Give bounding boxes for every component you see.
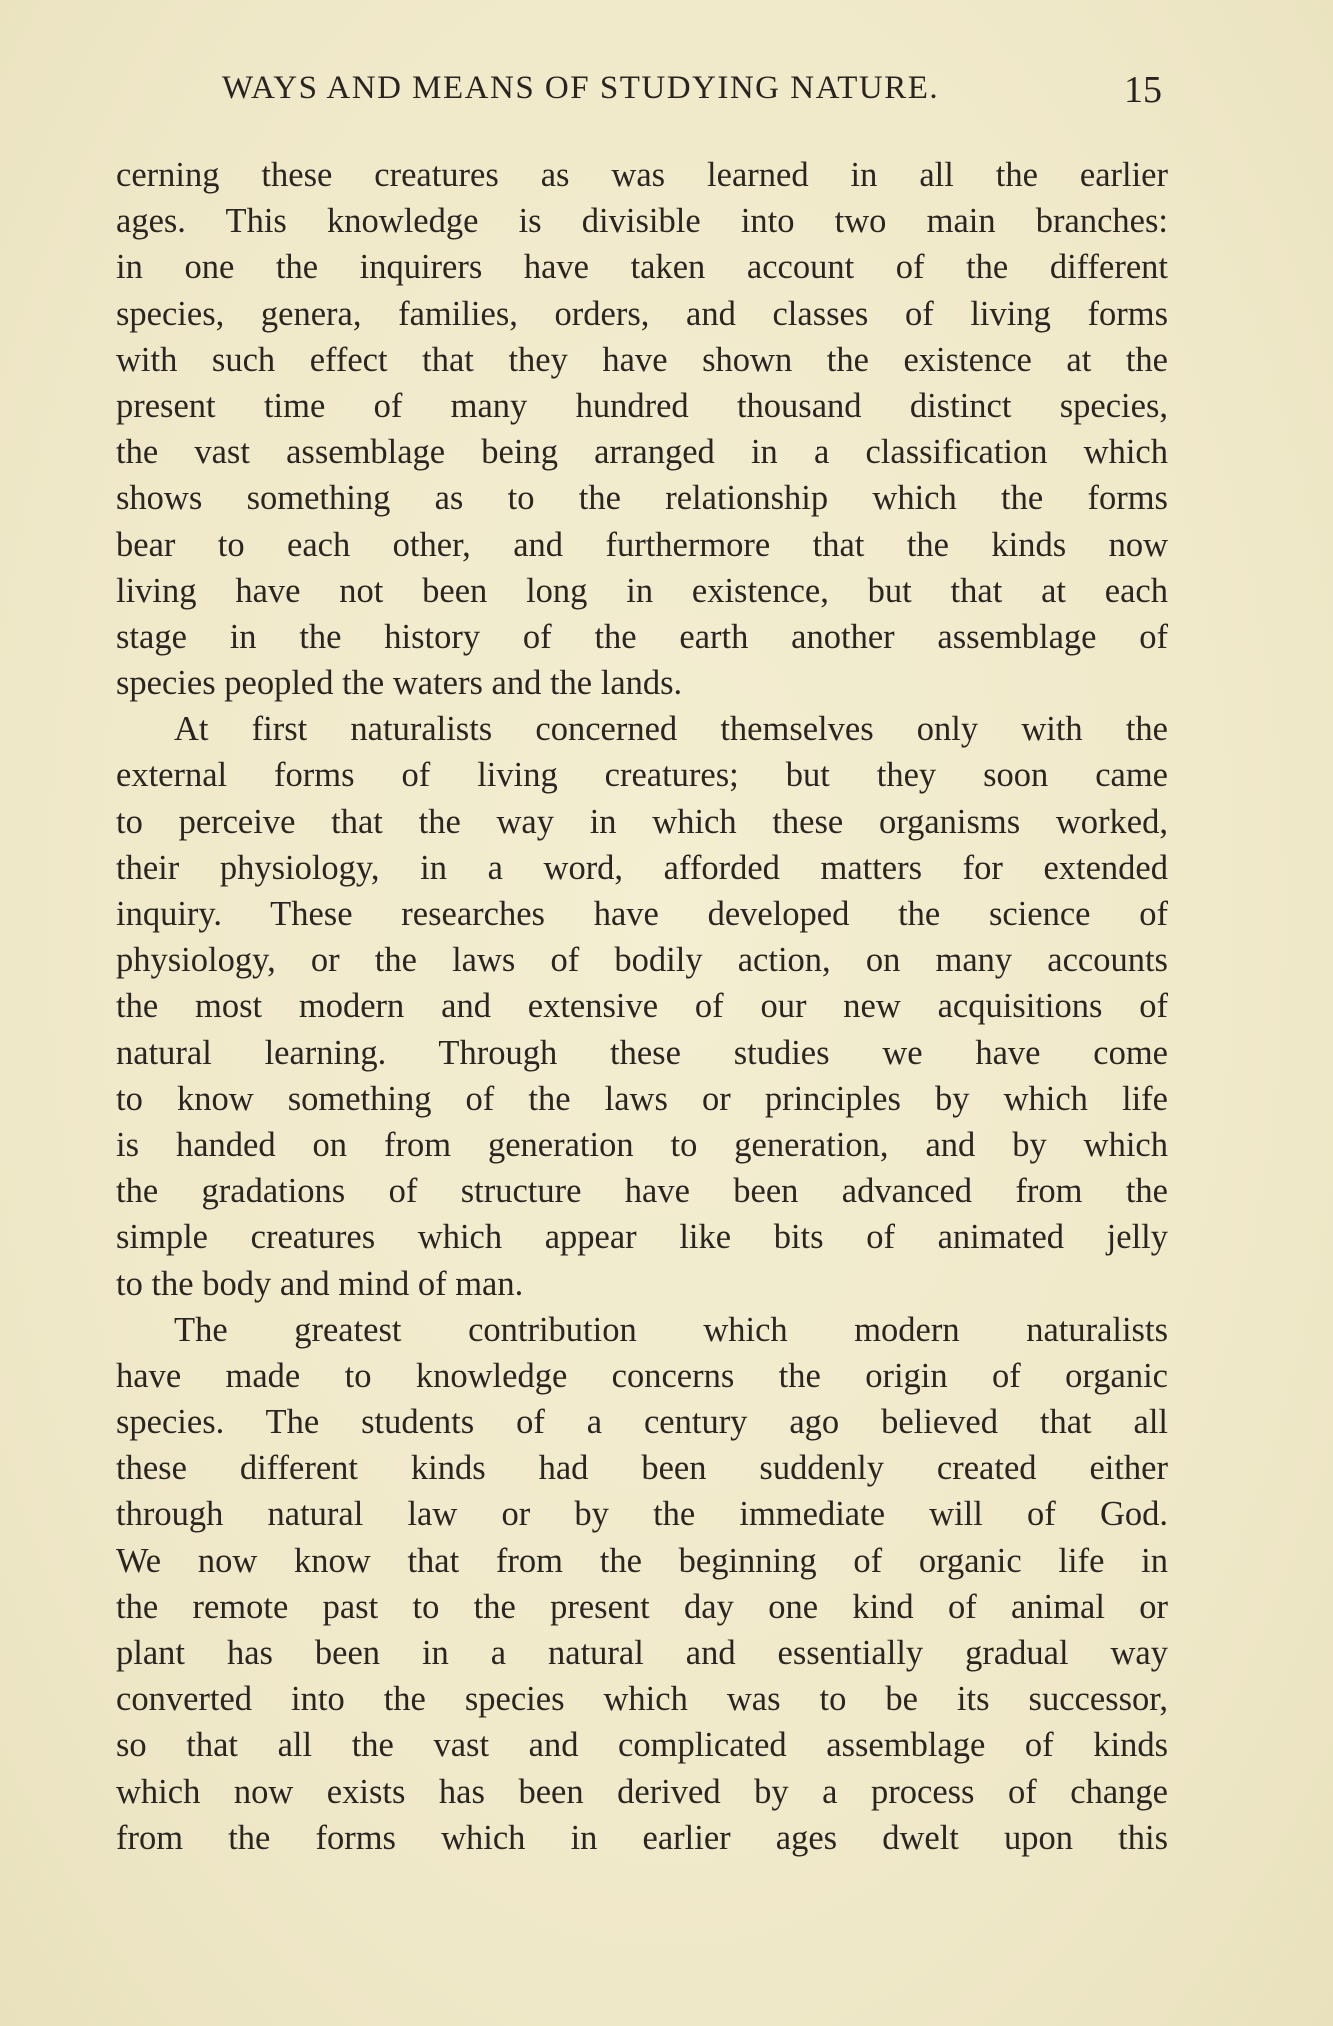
text-line: the vast assemblage being arranged in a classification which <box>116 433 1168 472</box>
text-line: natural learning. Through these studies we have come <box>116 1033 1168 1072</box>
text-line: inquiry. These researches have developed the science of <box>116 895 1168 933</box>
text-line: through natural law or by the immediate will of God. <box>116 1495 1168 1534</box>
text-line: have made to knowledge concerns the origin of organic <box>116 1356 1168 1395</box>
text-line: external forms of living creatures; but they soon came <box>116 756 1168 795</box>
text-line: the most modern and extensive of our new acquisitions of <box>116 987 1168 1026</box>
text-line: in one the inquirers have taken account of the different <box>116 248 1168 287</box>
text-line: the gradations of structure have been advanced from the <box>116 1172 1168 1211</box>
text-line: shows something as to the relationship which the forms <box>116 479 1168 518</box>
text-line: to perceive that the way in which these organisms worked, <box>116 802 1168 841</box>
text-line: species. The students of a century ago believed that all <box>116 1403 1168 1442</box>
text-line: cerning these creatures as was learned in all the earlier <box>116 156 1168 194</box>
text-line: from the forms which in earlier ages dwelt upon this <box>116 1818 1168 1857</box>
text-line: plant has been in a natural and essentially gradual way <box>116 1634 1168 1672</box>
text-line: is handed on from generation to generation, and by which <box>116 1125 1168 1164</box>
text-line: We now know that from the beginning of organic life in <box>116 1541 1168 1580</box>
text-line: species, genera, families, orders, and classes of living forms <box>116 294 1168 333</box>
text-line: stage in the history of the earth another assemblage of <box>116 617 1168 656</box>
running-head: WAYS AND MEANS OF STUDYING NATURE. <box>222 70 940 106</box>
text-line: which now exists has been derived by a process of change <box>116 1772 1168 1811</box>
text-line: converted into the species which was to be its successor, <box>116 1680 1168 1719</box>
page-number: 15 <box>1124 69 1162 111</box>
paragraph-start-line: The greatest contribution which modern naturalists <box>174 1310 1168 1349</box>
text-line: the remote past to the present day one kind of animal or <box>116 1587 1168 1626</box>
text-line: living have not been long in existence, but that at each <box>116 571 1168 610</box>
text-line: with such effect that they have shown the existence at the <box>116 340 1168 379</box>
text-line: ages. This knowledge is divisible into two main branches: <box>116 202 1168 241</box>
text-line: physiology, or the laws of bodily action, on many accounts <box>116 941 1168 980</box>
page-header <box>222 62 1170 114</box>
paragraph-end-line: to the body and mind of man. <box>116 1264 524 1303</box>
text-line: bear to each other, and furthermore that the kinds now <box>116 525 1168 564</box>
text-line: present time of many hundred thousand distinct species, <box>116 386 1168 425</box>
body-text <box>116 152 1168 1861</box>
paragraph-end-line: species peopled the waters and the lands. <box>116 664 683 703</box>
text-line: so that all the vast and complicated assemblage of kinds <box>116 1726 1168 1765</box>
text-line: to know something of the laws or principles by which life <box>116 1079 1168 1118</box>
paragraph-start-line: At first naturalists concerned themselves only with the <box>174 710 1168 749</box>
text-line: these different kinds had been suddenly created either <box>116 1449 1168 1488</box>
text-line: simple creatures which appear like bits of animated jelly <box>116 1218 1168 1257</box>
text-line: their physiology, in a word, afforded matters for extended <box>116 848 1168 887</box>
